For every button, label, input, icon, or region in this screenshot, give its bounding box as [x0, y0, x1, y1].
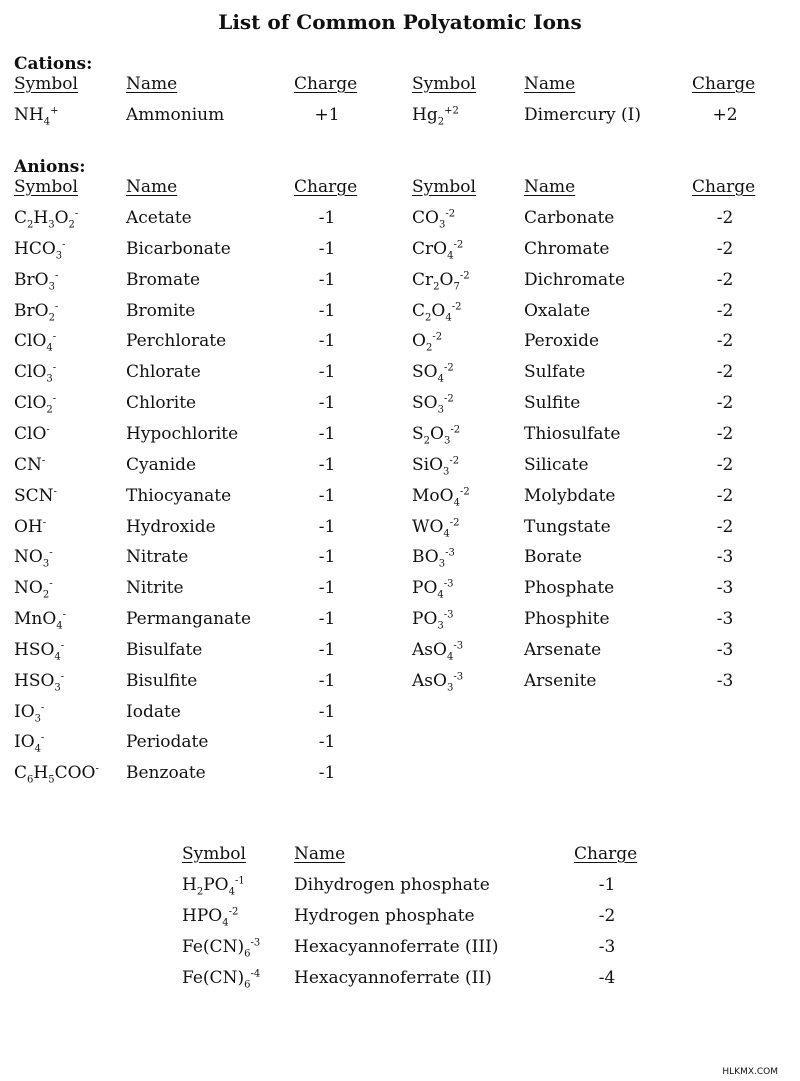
formula-part: NO	[14, 547, 43, 568]
ion-name: Bromite	[126, 300, 196, 321]
charge-superscript: -2	[459, 485, 470, 497]
name-header: Name	[126, 177, 178, 197]
charge-superscript: -	[53, 485, 57, 497]
charge-superscript: -	[42, 516, 47, 528]
formula-part: HSO	[14, 639, 55, 660]
charge-superscript: -	[49, 547, 53, 559]
subscript: 3	[46, 373, 53, 385]
ion-charge: -3	[598, 936, 616, 957]
charge-superscript: -2	[432, 331, 443, 343]
subscript: 2	[42, 589, 50, 601]
ion-name: Chlorite	[126, 393, 197, 414]
ion-charge: -1	[598, 875, 616, 895]
formula-part: O	[431, 300, 446, 321]
ion-name: Bisulfate	[126, 639, 203, 660]
subscript: 4	[437, 373, 444, 385]
ion-name: Arsenite	[524, 670, 597, 691]
ion-name: Nitrate	[126, 547, 189, 568]
ion-charge: -1	[318, 423, 336, 444]
ion-charge: -1	[318, 269, 336, 290]
charge-superscript: -	[46, 424, 50, 436]
charge-superscript: -	[60, 671, 65, 683]
charge-superscript: -2	[451, 300, 462, 312]
charge-superscript: -	[54, 270, 59, 282]
ion-name: Silicate	[524, 454, 589, 475]
charge-superscript: -2	[453, 239, 464, 251]
formula-part: O	[439, 269, 454, 290]
ion-symbol	[412, 517, 460, 537]
ion-charge: -2	[716, 423, 734, 444]
subscript: 4	[46, 342, 53, 354]
formula-part: SCN	[14, 485, 54, 506]
subscript: 4	[445, 311, 452, 323]
ion-symbol	[182, 968, 260, 988]
charge-superscript: -	[54, 300, 59, 312]
ion-charge: -2	[598, 905, 616, 926]
formula-part: H	[182, 875, 197, 895]
ion-symbol	[14, 238, 66, 262]
ion-charge: -1	[318, 485, 336, 506]
ion-name: Nitrite	[126, 578, 184, 599]
charge-superscript: -3	[443, 578, 454, 590]
formula-part: IO	[14, 732, 35, 753]
ion-name: Arsenate	[524, 639, 602, 660]
formula-part: NO	[14, 578, 43, 599]
symbol-header: Symbol	[14, 177, 78, 197]
ion-charge: -1	[318, 639, 336, 660]
symbol-header: Symbol	[14, 74, 78, 94]
name-header: Name	[524, 74, 576, 94]
subscript: 2	[433, 281, 440, 293]
ion-symbol	[14, 424, 50, 444]
ion-symbol	[14, 517, 46, 537]
charge-header: Charge	[692, 74, 756, 94]
ion-symbol	[182, 875, 245, 898]
formula-part: HSO	[14, 670, 55, 691]
ion-name: Tungstate	[524, 516, 611, 537]
ion-symbol	[14, 486, 57, 506]
ion-charge: -2	[716, 300, 734, 321]
ion-name: Hydrogen phosphate	[294, 905, 475, 926]
charge-superscript: -2	[443, 362, 454, 374]
ion-symbol	[412, 423, 461, 447]
ion-name: Acetate	[126, 208, 192, 228]
ion-name: Chromate	[524, 238, 610, 259]
subscript: 4	[34, 743, 42, 755]
subscript: 4	[453, 497, 460, 509]
ion-name: Hexacyannoferrate (II)	[294, 967, 492, 988]
charge-superscript: -	[95, 763, 99, 775]
charge-header: Charge	[692, 177, 756, 197]
charge-superscript: -	[41, 701, 45, 713]
ion-charge: -1	[318, 362, 336, 383]
subscript: 3	[446, 682, 454, 694]
ion-charge: -1	[318, 454, 336, 475]
ion-charge: -3	[716, 609, 734, 630]
subscript: 5	[48, 774, 55, 786]
ion-name: Bicarbonate	[126, 238, 231, 259]
charge-header: Charge	[294, 74, 358, 94]
ion-name: Bromate	[126, 269, 201, 290]
formula-part: ClO	[14, 331, 47, 352]
formula-part: CrO	[412, 238, 448, 259]
subscript: 4	[54, 651, 61, 663]
page-title: List of Common Polyatomic Ions	[218, 10, 582, 34]
formula-part: WO	[412, 516, 444, 537]
ion-symbol	[14, 702, 44, 722]
ion-charge: -2	[716, 208, 734, 228]
ion-charge: -2	[716, 393, 734, 414]
subscript: 6	[27, 774, 34, 786]
ion-name: Borate	[524, 547, 582, 568]
ion-name: Ammonium	[126, 105, 225, 125]
ion-name: Phosphate	[524, 578, 615, 599]
subscript: 3	[48, 219, 55, 231]
ion-symbol	[412, 105, 459, 128]
charge-header: Charge	[574, 844, 638, 864]
formula-part: Fe(CN)	[182, 936, 245, 957]
subscript: 2	[425, 311, 432, 323]
ion-charge: -1	[318, 238, 336, 259]
formula-part: PO	[412, 609, 438, 630]
charge-superscript: -	[52, 331, 57, 343]
subscript: 3	[438, 558, 446, 570]
ion-charge: -1	[318, 732, 336, 753]
formula-part: ClO	[14, 423, 47, 444]
ion-name: Molybdate	[524, 485, 616, 506]
ion-symbol	[412, 670, 464, 694]
charge-superscript: -3	[445, 547, 455, 559]
formula-part: C	[14, 763, 28, 784]
subscript: 4	[446, 651, 454, 663]
ion-charge: -3	[716, 547, 734, 568]
charge-superscript: -	[60, 640, 65, 652]
charge-superscript: -	[62, 239, 66, 251]
formula-part: NH	[14, 105, 44, 125]
formula-part: PO	[412, 578, 438, 599]
charge-superscript: -2	[449, 516, 460, 528]
formula-part: MnO	[14, 609, 57, 630]
ion-symbol	[412, 301, 461, 321]
ion-symbol	[14, 732, 45, 755]
ion-charge: -1	[318, 208, 336, 228]
charge-superscript: -4	[250, 967, 261, 979]
ion-name: Hexacyannoferrate (III)	[294, 936, 499, 957]
charge-superscript: -2	[443, 393, 454, 405]
name-header: Name	[294, 844, 346, 864]
ion-name: Thiocyanate	[126, 485, 232, 506]
charge-superscript: -2	[445, 208, 456, 220]
charge-superscript: -	[41, 732, 45, 744]
ion-symbol	[14, 763, 99, 786]
ion-symbol	[14, 105, 59, 128]
name-header: Name	[126, 74, 178, 94]
ion-name: Carbonate	[524, 208, 615, 228]
subscript: 3	[48, 281, 55, 293]
ion-symbol	[14, 269, 59, 293]
formula-part: CO	[412, 208, 439, 228]
formula-part: AsO	[412, 639, 447, 660]
formula-part: OH	[14, 516, 43, 537]
ion-symbol	[14, 639, 65, 663]
ion-symbol	[14, 301, 58, 321]
ion-symbol	[412, 609, 454, 632]
formula-part: O	[54, 208, 69, 228]
charge-superscript: -	[52, 393, 57, 405]
ion-symbol	[14, 331, 57, 354]
ion-symbol	[14, 547, 53, 570]
formula-part: S	[412, 423, 424, 444]
subscript: 7	[453, 281, 460, 293]
ion-charge: -2	[716, 516, 734, 537]
subscript: 3	[42, 558, 50, 570]
formula-part: MoO	[412, 485, 454, 506]
subscript: 3	[437, 620, 444, 632]
ion-name: Dichromate	[524, 269, 626, 290]
ion-symbol	[14, 362, 57, 385]
ion-symbol	[182, 905, 239, 929]
charge-superscript: -3	[443, 609, 454, 621]
subscript: 4	[228, 886, 235, 898]
formula-part: H	[33, 763, 49, 784]
ion-charge: -3	[716, 639, 734, 660]
formula-part: SiO	[412, 454, 444, 475]
symbol-header: Symbol	[412, 177, 476, 197]
formula-part: SO	[412, 362, 438, 383]
subscript: 4	[443, 527, 450, 539]
ion-name: Dihydrogen phosphate	[294, 875, 490, 895]
ion-symbol	[14, 393, 57, 416]
ion-charge: -3	[716, 578, 734, 599]
ion-name: Oxalate	[524, 300, 591, 321]
subscript: 2	[423, 435, 431, 447]
subscript: 4	[437, 589, 444, 601]
ion-symbol	[412, 578, 454, 601]
ion-charge: +2	[712, 105, 738, 125]
charge-superscript: -	[62, 609, 67, 621]
charge-superscript: +	[50, 105, 59, 117]
ion-charge: -2	[716, 454, 734, 475]
ion-symbol	[412, 485, 470, 509]
charge-superscript: -	[41, 455, 46, 467]
subscript: 2	[48, 311, 55, 323]
symbol-header: Symbol	[182, 844, 246, 864]
formula-part: Cr	[412, 269, 434, 290]
ion-name: Bisulfite	[126, 670, 198, 691]
ion-charge: -1	[318, 300, 336, 321]
ion-symbol	[412, 269, 470, 293]
ion-symbol	[14, 455, 45, 475]
charge-superscript: -3	[250, 937, 261, 949]
formula-part: O	[412, 331, 426, 352]
ion-name: Cyanide	[126, 454, 197, 475]
subscript: 3	[437, 404, 444, 416]
formula-part: BrO	[14, 269, 49, 290]
formula-part: BrO	[14, 300, 49, 321]
subscript: 3	[34, 712, 42, 724]
ion-charge: -1	[318, 516, 336, 537]
charge-superscript: +2	[444, 105, 459, 117]
ion-symbol	[412, 639, 464, 663]
charge-superscript: -1	[234, 875, 245, 887]
ion-charge: -2	[716, 269, 734, 290]
ion-charge: -1	[318, 547, 336, 568]
ion-name: Sulfate	[524, 362, 586, 383]
ion-charge: -3	[716, 670, 734, 691]
ion-symbol	[412, 547, 455, 570]
formula-part: H	[33, 208, 49, 228]
ion-symbol	[412, 238, 464, 262]
charge-superscript: -2	[450, 424, 461, 436]
cations-heading: Cations:	[14, 54, 93, 74]
charge-superscript: -	[74, 208, 79, 220]
ion-symbol	[412, 393, 454, 416]
ion-name: Hydroxide	[126, 516, 216, 537]
ion-name: Permanganate	[126, 609, 252, 630]
subscript: 4	[222, 917, 229, 929]
ion-charge: -2	[716, 331, 734, 352]
ion-name: Peroxide	[524, 331, 600, 352]
ion-symbol	[14, 609, 67, 632]
subscript: 2	[46, 404, 53, 416]
formula-part: COO	[54, 763, 96, 784]
subscript: 3	[443, 435, 451, 447]
formula-part: BO	[412, 547, 439, 568]
ion-charge: -2	[716, 238, 734, 259]
ion-name: Iodate	[126, 701, 181, 722]
ion-symbol	[14, 578, 53, 601]
charge-superscript: -2	[228, 906, 239, 918]
ion-charge: -2	[716, 362, 734, 383]
formula-part: HCO	[14, 238, 56, 259]
formula-part: ClO	[14, 362, 47, 383]
ion-symbol	[412, 208, 456, 231]
formula-part: O	[430, 423, 444, 444]
ion-name: Sulfite	[524, 393, 581, 414]
ion-charge: -2	[716, 485, 734, 506]
ion-name: Dimercury (I)	[524, 105, 641, 125]
formula-part: CN	[14, 454, 42, 475]
ion-charge: +1	[314, 105, 340, 125]
charge-superscript: -3	[453, 671, 464, 683]
footer-watermark: HLKMX.COM	[722, 1067, 778, 1077]
subscript: 4	[56, 620, 63, 632]
ion-name: Hypochlorite	[126, 423, 239, 444]
subscript: 3	[54, 682, 61, 694]
charge-superscript: -2	[449, 455, 460, 467]
charge-superscript: -	[52, 362, 57, 374]
formula-part: IO	[14, 701, 35, 722]
charge-superscript: -3	[453, 640, 464, 652]
ion-name: Perchlorate	[126, 331, 227, 352]
ion-name: Phosphite	[524, 609, 610, 630]
subscript: 2	[437, 116, 445, 128]
ion-charge: -1	[318, 701, 336, 722]
subscript: 2	[196, 886, 204, 898]
formula-part: C	[412, 300, 426, 321]
anions-heading: Anions:	[14, 157, 86, 177]
charge-superscript: -	[49, 578, 53, 590]
ion-name: Thiosulfate	[524, 423, 621, 444]
ion-charge: -1	[318, 609, 336, 630]
formula-part: ClO	[14, 393, 47, 414]
ion-symbol	[412, 331, 443, 354]
subscript: 6	[244, 978, 251, 990]
ion-charge: -1	[318, 763, 336, 784]
ion-symbol	[412, 362, 454, 385]
subscript: 2	[68, 219, 75, 231]
name-header: Name	[524, 177, 576, 197]
formula-part: C	[14, 208, 28, 228]
formula-part: AsO	[412, 670, 447, 691]
subscript: 4	[43, 116, 51, 128]
charge-superscript: -2	[459, 270, 470, 282]
ion-name: Periodate	[126, 732, 209, 753]
subscript: 3	[438, 219, 446, 231]
ion-charge: -1	[318, 578, 336, 599]
ion-name: Chlorate	[126, 362, 201, 383]
subscript: 6	[244, 948, 251, 960]
ion-charge: -1	[318, 393, 336, 414]
formula-part: Hg	[412, 105, 438, 125]
ion-symbol	[14, 670, 65, 694]
subscript: 4	[447, 250, 454, 262]
ion-symbol	[14, 208, 79, 231]
formula-part: HPO	[182, 905, 223, 926]
charge-header: Charge	[294, 177, 358, 197]
subscript: 3	[443, 466, 450, 478]
ion-charge: -1	[318, 670, 336, 691]
ion-symbol	[412, 454, 460, 478]
formula-part: PO	[203, 875, 229, 895]
ion-symbol	[182, 936, 261, 960]
ion-charge: -4	[598, 967, 616, 988]
subscript: 3	[55, 250, 63, 262]
ion-charge: -1	[318, 331, 336, 352]
subscript: 2	[27, 219, 34, 231]
formula-part: Fe(CN)	[182, 967, 245, 988]
symbol-header: Symbol	[412, 74, 476, 94]
formula-part: SO	[412, 393, 438, 414]
ion-name: Benzoate	[126, 763, 206, 784]
subscript: 2	[425, 342, 433, 354]
